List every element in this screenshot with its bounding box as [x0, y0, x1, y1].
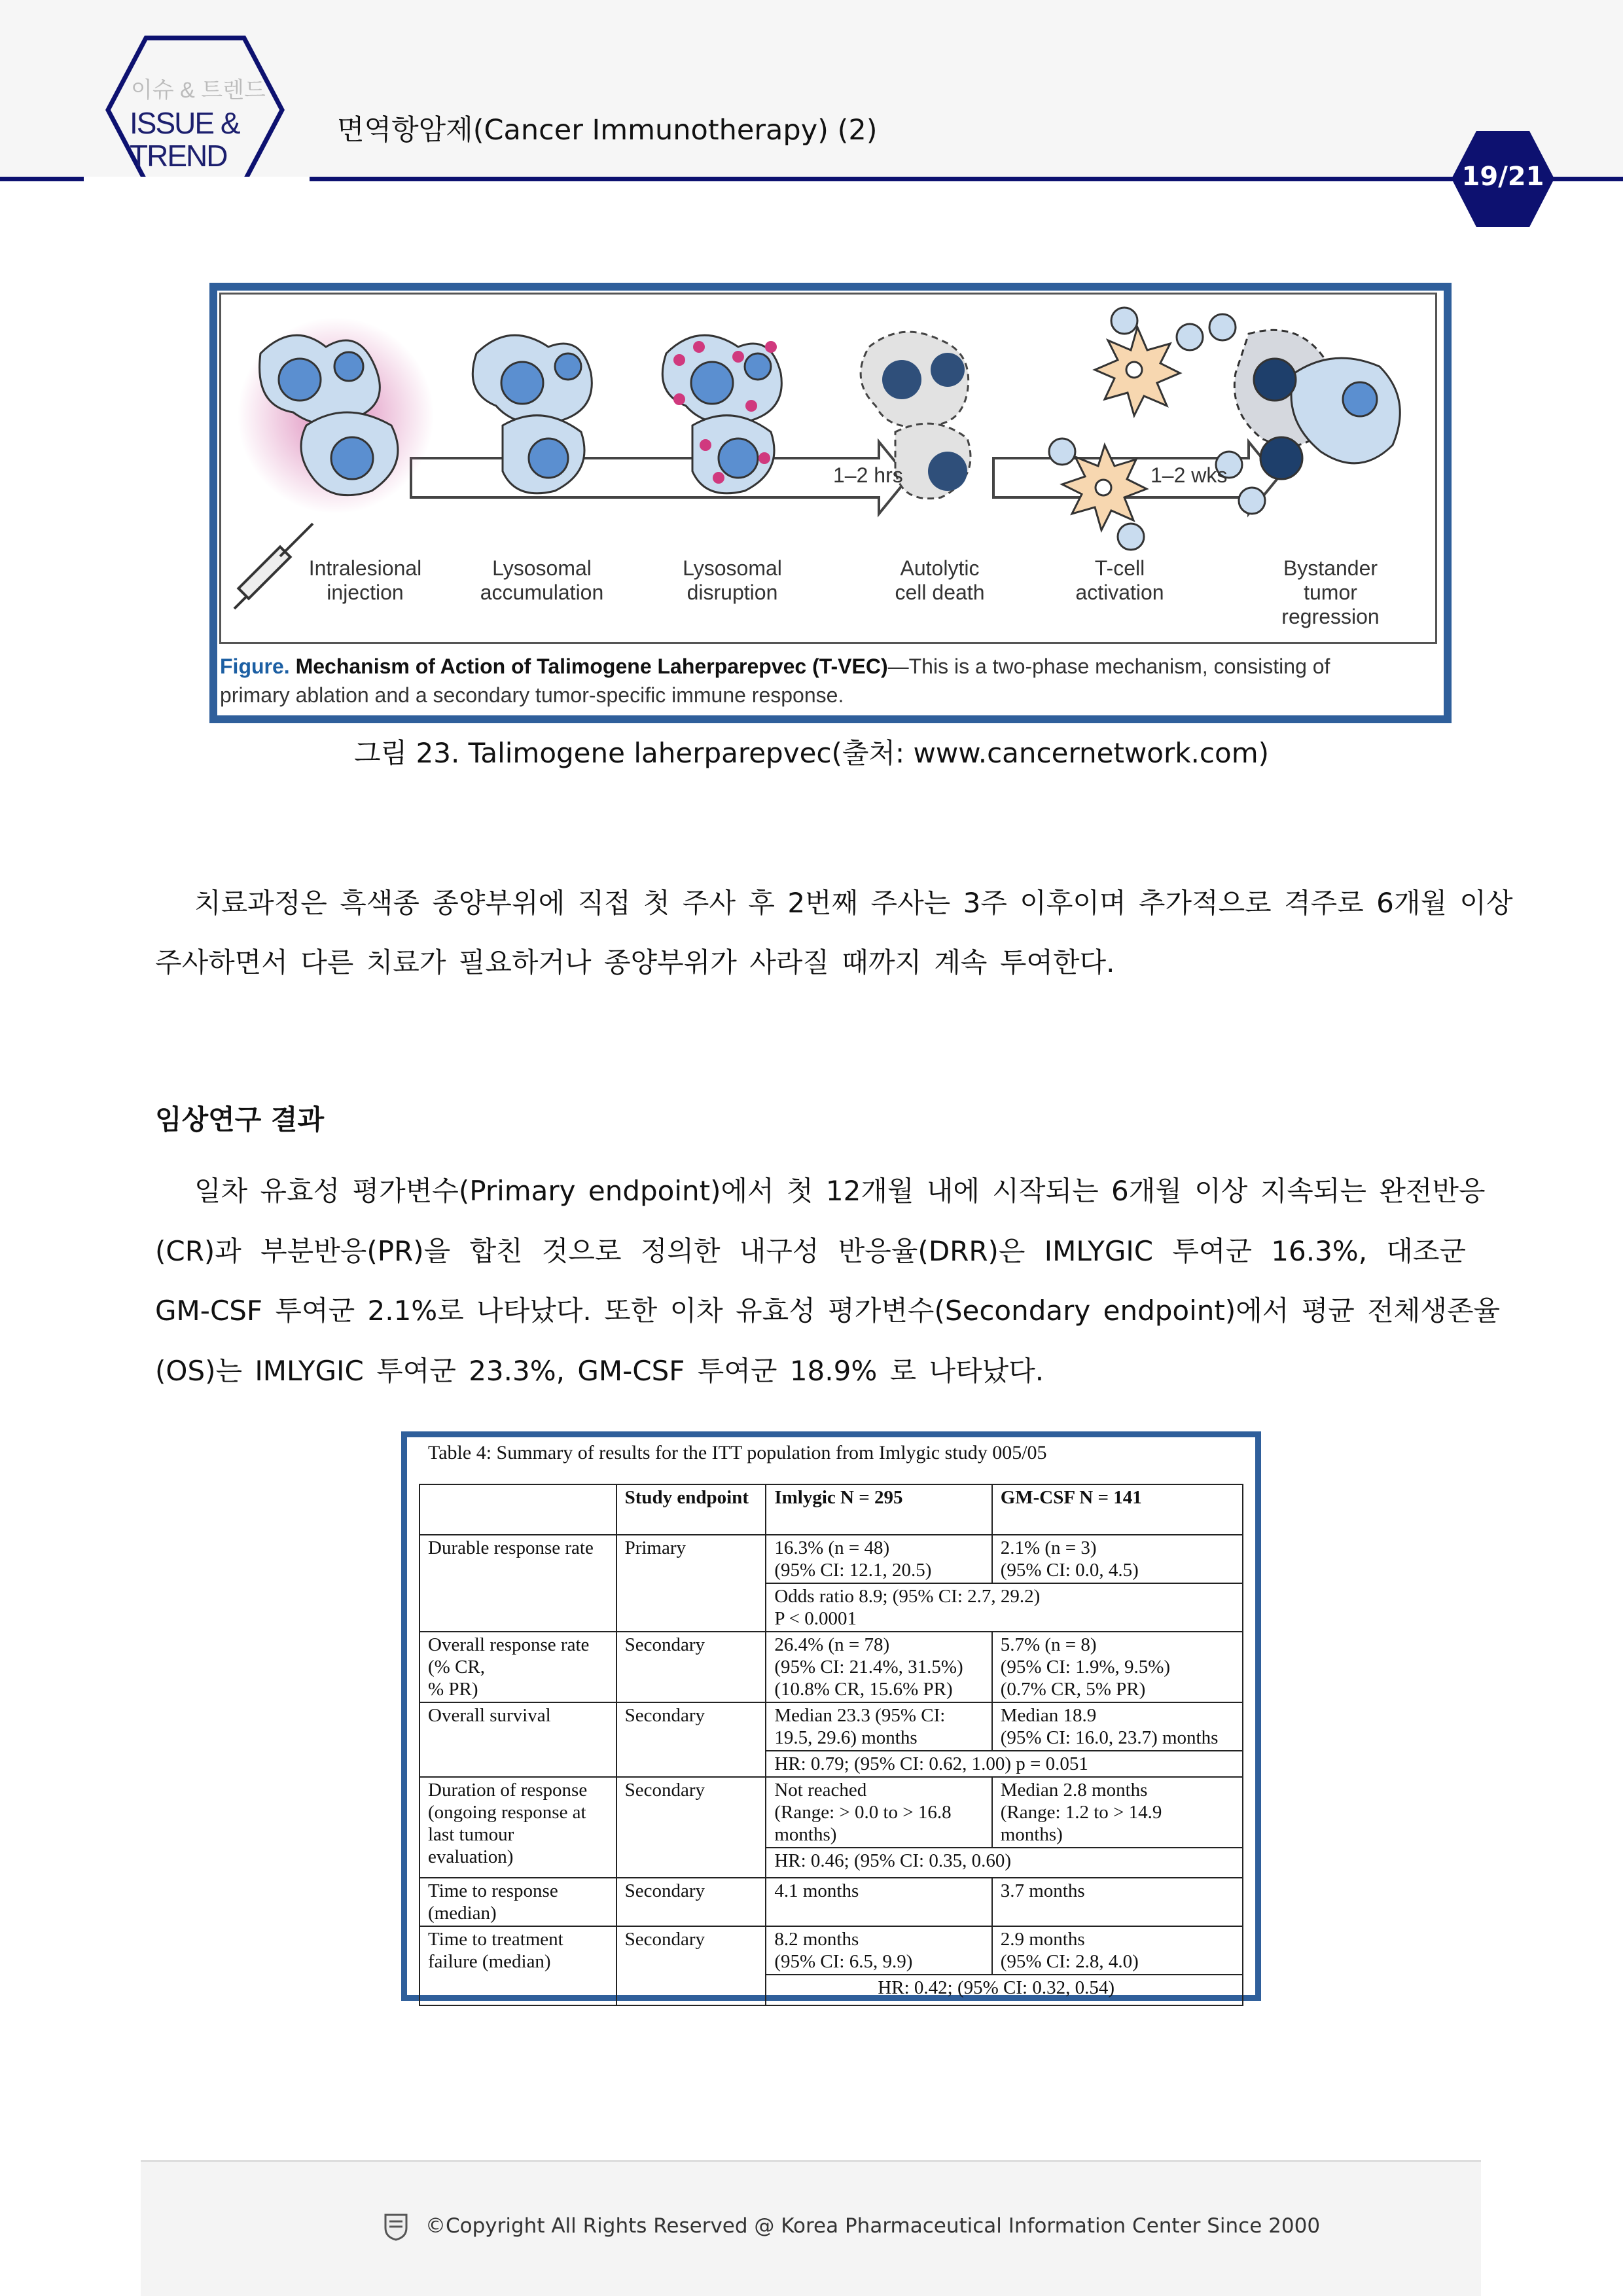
imlygic-cell: Median 23.3 (95% CI: 19.5, 29.6) months: [766, 1702, 991, 1751]
page-number: 19/21: [1461, 162, 1544, 192]
outcome-cell: Time to response (median): [419, 1878, 616, 1926]
badge-issue-label: ISSUE &: [130, 106, 240, 140]
table-row: [419, 1702, 1243, 1751]
comparison-cell: Odds ratio 8.9; (95% CI: 2.7, 29.2) P < 0.0001: [766, 1583, 1243, 1632]
imlygic-cell: 16.3% (n = 48) (95% CI: 12.1, 20.5): [766, 1535, 991, 1583]
document-title: 면역항암제(Cancer Immunotherapy) (2): [337, 114, 878, 147]
caption-rest: —This is a two-phase mechanism, consisting of: [887, 655, 1330, 678]
table-row: [419, 1878, 1243, 1926]
badge-korean-label: 이슈 & 트렌드: [131, 78, 266, 103]
phase-1-duration: 1–2 hrs: [833, 463, 903, 487]
kpic-logo-icon: [383, 2212, 409, 2241]
label-intralesional-injection: Intralesional injection: [308, 556, 422, 604]
imlygic-cell: 4.1 months: [766, 1878, 991, 1926]
endpoint-cell: Secondary: [616, 1702, 766, 1777]
column-header: Study endpoint: [616, 1484, 766, 1535]
label-lysosomal-disruption: Lysosomal disruption: [683, 556, 782, 604]
label-bystander-regression: Bystander tumor regression: [1281, 556, 1380, 628]
gmcsf-cell: Median 18.9 (95% CI: 16.0, 23.7) months: [992, 1702, 1243, 1751]
paragraph-2-line: (CR)과 부분반응(PR)을 합친 것으로 정의한 내구성 반응율(DRR)은 IMLYGIC 투여군 16.3%, 대조군: [155, 1235, 1466, 1267]
figure-title: 그림 23. Talimogene laherparepvec(출처: www.cancernetwork.com): [354, 737, 1269, 769]
badge-trend-label: TREND: [130, 139, 227, 173]
endpoint-cell: Primary: [616, 1535, 766, 1632]
imlygic-cell: 8.2 months (95% CI: 6.5, 9.9): [766, 1926, 991, 1975]
table-row: [419, 1777, 1243, 1848]
column-header: Imlygic N = 295: [766, 1484, 991, 1535]
gmcsf-cell: 2.1% (n = 3) (95% CI: 0.0, 4.5): [992, 1535, 1243, 1583]
figure-illustration: [219, 293, 1437, 644]
endpoint-cell: Secondary: [616, 1777, 766, 1878]
imlygic-cell: 26.4% (n = 78) (95% CI: 21.4%, 31.5%) (10.8% CR, 15.6% PR): [766, 1632, 991, 1702]
caption-lead: Figure.: [220, 655, 290, 678]
endpoint-cell: Secondary: [616, 1632, 766, 1702]
label-tcell-activation: T-cell activation: [1075, 556, 1164, 604]
figure-caption-line-1: [220, 652, 1444, 681]
table-row: [419, 1632, 1243, 1702]
column-header: [419, 1484, 616, 1535]
imlygic-cell: Not reached (Range: > 0.0 to > 16.8 months): [766, 1777, 991, 1848]
label-lysosomal-accumulation: Lysosomal accumulation: [480, 556, 604, 604]
outcome-cell: Duration of response (ongoing response at last tumour evaluation): [419, 1777, 616, 1878]
table-row: [419, 1535, 1243, 1583]
paragraph-2-line: 일차 유효성 평가변수(Primary endpoint)에서 첫 12개월 내에 시작되는 6개월 이상 지속되는 완전반응: [194, 1175, 1486, 1207]
outcome-cell: Time to treatment failure (median): [419, 1926, 616, 2005]
results-table: [419, 1484, 1243, 2006]
outcome-cell: Durable response rate: [419, 1535, 616, 1632]
gmcsf-cell: 3.7 months: [992, 1878, 1243, 1926]
tcell-group: [1049, 308, 1203, 550]
comparison-cell: HR: 0.42; (95% CI: 0.32, 0.54): [766, 1975, 1243, 2005]
table-row: [419, 1926, 1243, 1975]
paragraph-2-line: GM-CSF 투여군 2.1%로 나타났다. 또한 이차 유효성 평가변수(Secondary endpoint)에서 평균 전체생존율: [155, 1295, 1501, 1327]
endpoint-cell: Secondary: [616, 1926, 766, 2005]
gmcsf-cell: Median 2.8 months (Range: 1.2 to > 14.9 months): [992, 1777, 1243, 1848]
section-heading: 임상연구 결과: [155, 1103, 325, 1136]
paragraph-2-line: (OS)는 IMLYGIC 투여군 23.3%, GM-CSF 투여군 18.9% 로 나타났다.: [155, 1355, 1044, 1387]
outcome-cell: Overall survival: [419, 1702, 616, 1777]
gmcsf-cell: 5.7% (n = 8) (95% CI: 1.9%, 9.5%) (0.7% CR, 5% PR): [992, 1632, 1243, 1702]
caption-bold: Mechanism of Action of Talimogene Laherparepvec (T-VEC): [295, 655, 888, 678]
figure-caption-line-2: primary ablation and a secondary tumor-specific immune response.: [220, 683, 844, 707]
copyright-text: ©Copyright All Rights Reserved @ Korea Pharmaceutical Information Center Since 2000: [425, 2214, 1321, 2238]
endpoint-cell: Secondary: [616, 1878, 766, 1926]
gmcsf-cell: 2.9 months (95% CI: 2.8, 4.0): [992, 1926, 1243, 1975]
comparison-cell: HR: 0.46; (95% CI: 0.35, 0.60): [766, 1848, 1243, 1878]
table-header-row: [419, 1484, 1243, 1535]
label-autolytic-cell-death: Autolytic cell death: [895, 556, 985, 604]
syringe-icon: [234, 524, 313, 609]
table-caption: Table 4: Summary of results for the ITT population from Imlygic study 005/05: [428, 1442, 1047, 1463]
comparison-cell: HR: 0.79; (95% CI: 0.62, 1.00) p = 0.051: [766, 1751, 1243, 1777]
paragraph-1-line: 치료과정은 흑색종 종양부위에 직접 첫 주사 후 2번째 주사는 3주 이후이며 추가적으로 격주로 6개월 이상: [194, 887, 1513, 919]
paragraph-1-line: 주사하면서 다른 치료가 필요하거나 종양부위가 사라질 때까지 계속 투여한다.: [155, 946, 1115, 978]
outcome-cell: Overall response rate (% CR, % PR): [419, 1632, 616, 1702]
phase-2-duration: 1–2 wks: [1150, 463, 1228, 487]
column-header: GM-CSF N = 141: [992, 1484, 1243, 1535]
